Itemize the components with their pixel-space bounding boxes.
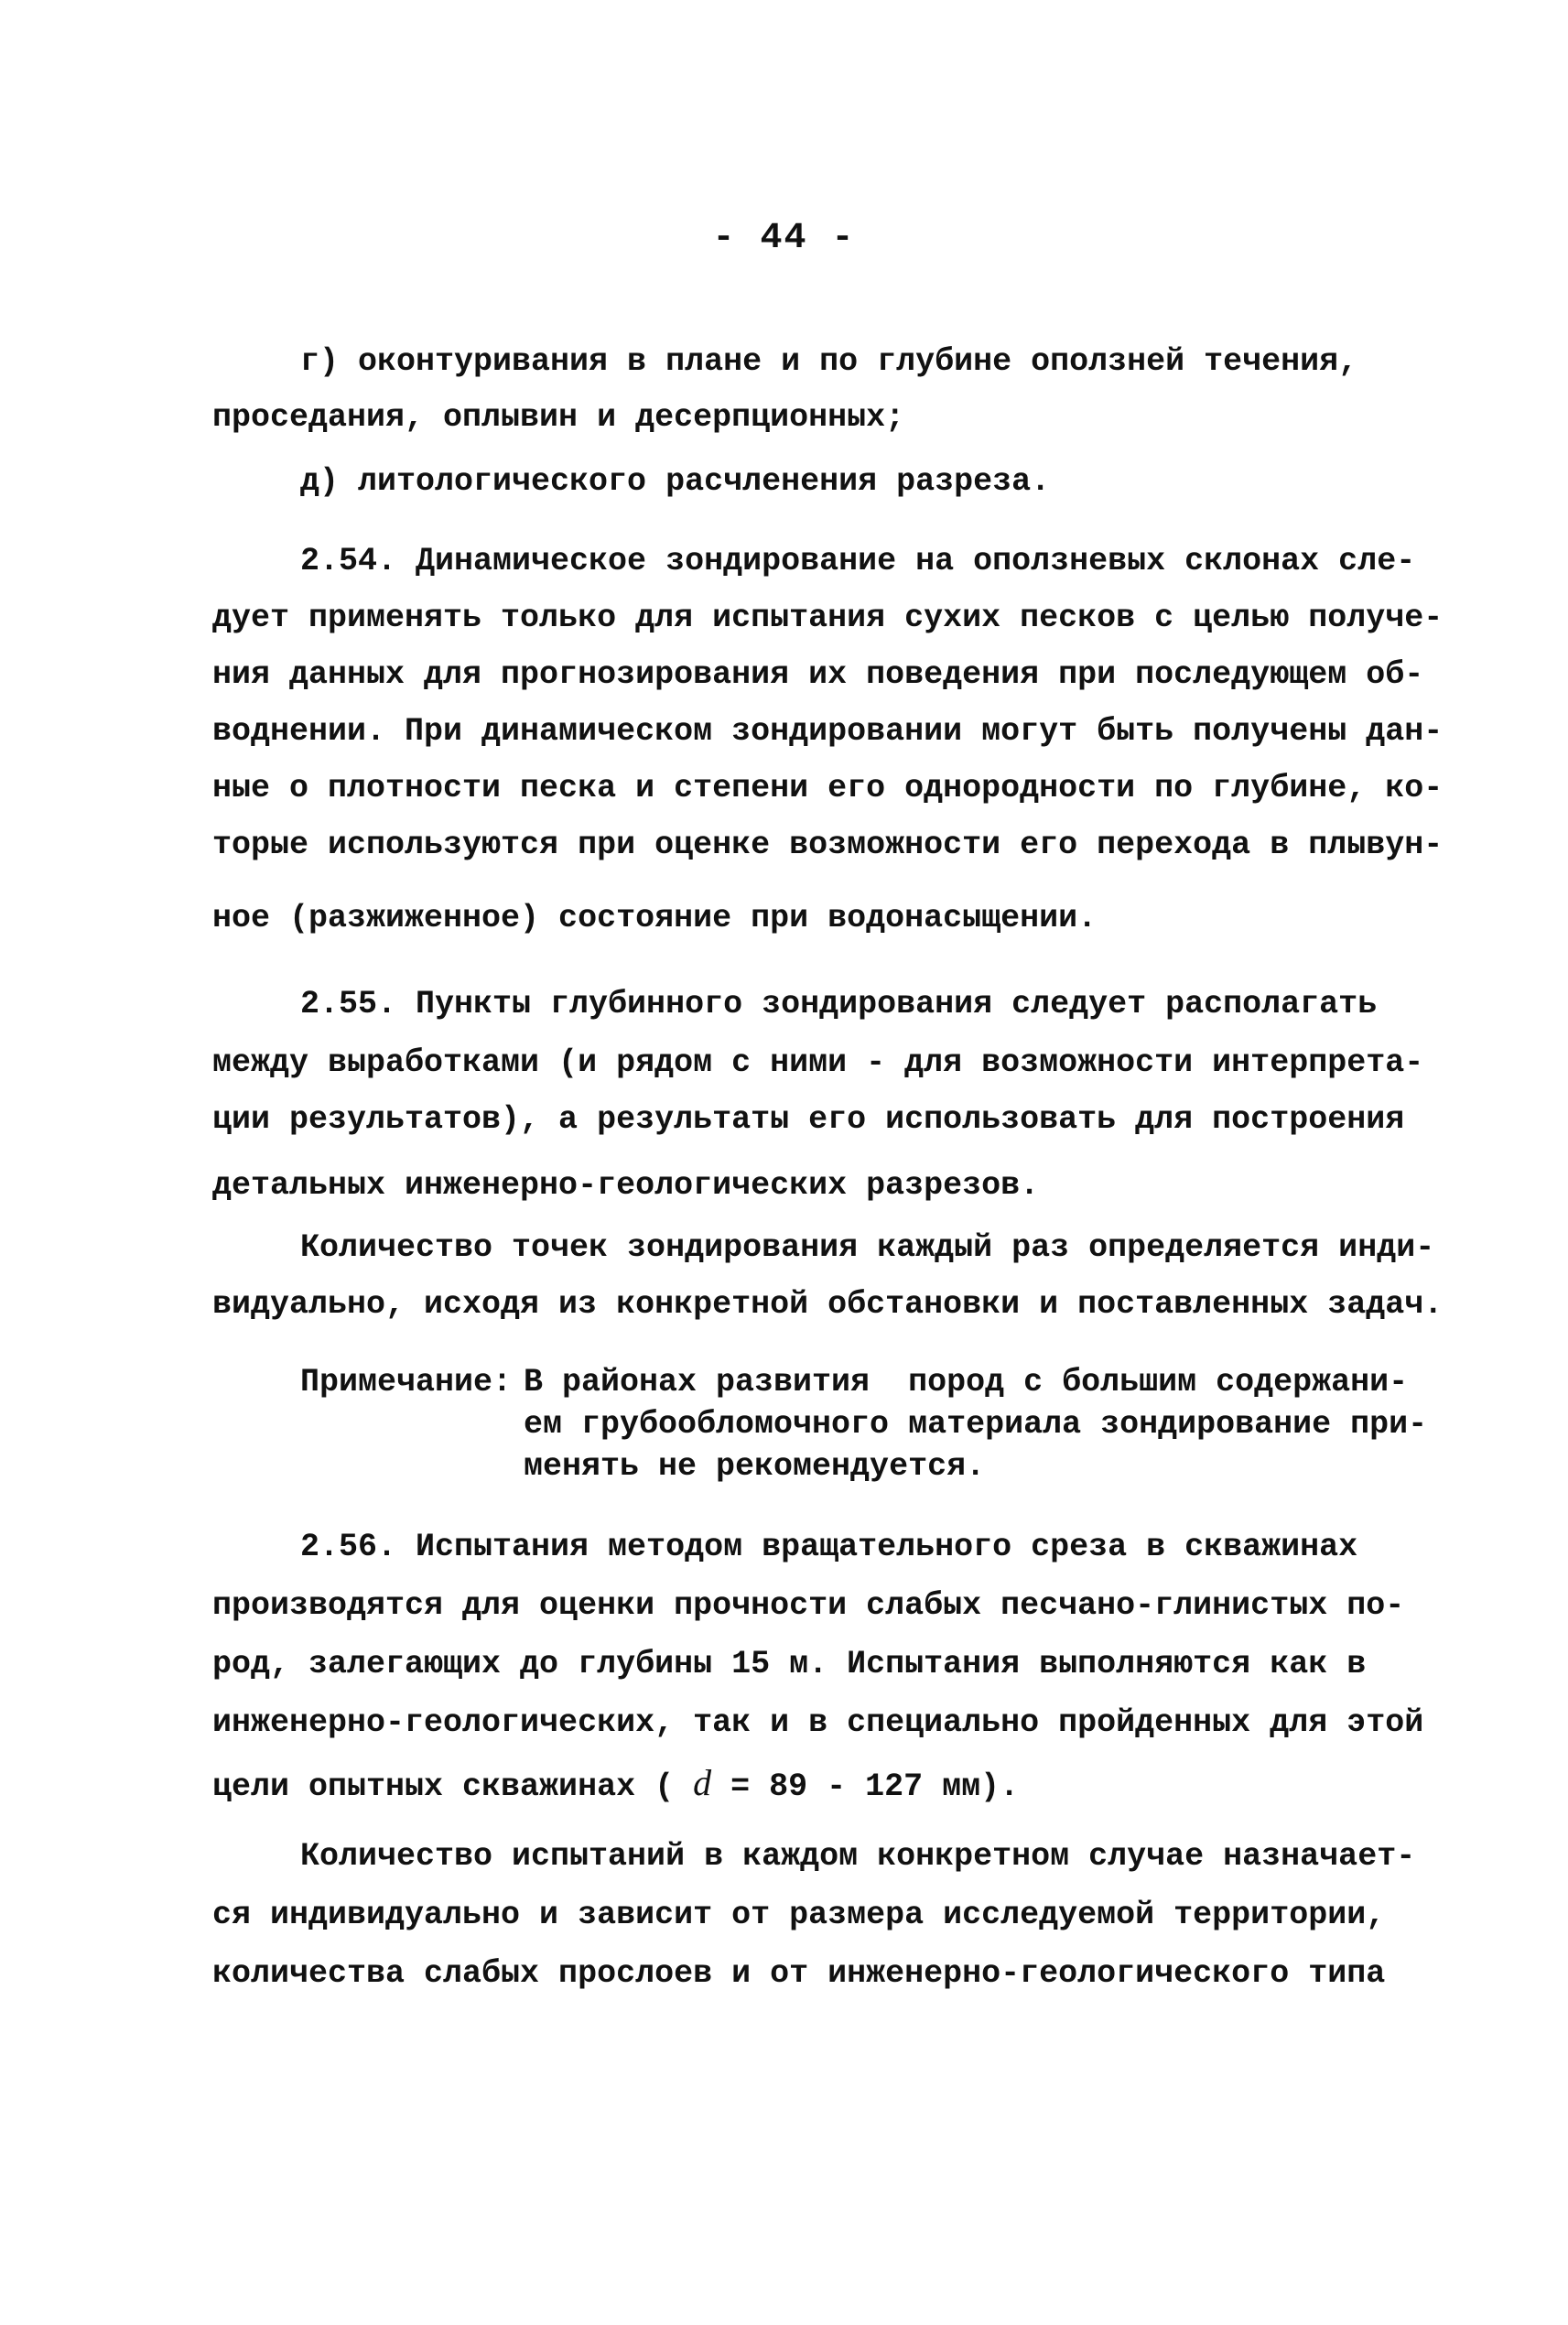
formula-before: цели опытных скважинах ( <box>212 1768 694 1805</box>
text-line: ное (разжиженное) состояние при водонасыщении. <box>212 900 1098 936</box>
paragraph-2-54: 2.54. Динамическое зондирование на оползневых склонах сле- <box>300 543 1416 579</box>
page-number: - 44 - <box>712 218 856 259</box>
note-label: Примечание: <box>300 1364 513 1400</box>
text-line: детальных инженерно-геологических разрезов. <box>212 1167 1040 1204</box>
text-line: ции результатов), а результаты его использовать для построения <box>212 1101 1405 1138</box>
text-line: торые используются при оценке возможности его перехода в плывун- <box>212 827 1444 863</box>
list-item-g: г) оконтуривания в плане и по глубине оползней течения, <box>300 343 1358 380</box>
text-line: между выработками (и рядом с ними - для возможности интерпрета- <box>212 1044 1424 1081</box>
text-line: дует применять только для испытания сухих песков с целью получе- <box>212 600 1444 636</box>
text-line: количества слабых прослоев и от инженерно-геологического типа <box>212 1955 1386 1992</box>
note-text: В районах развития пород с большим содержани- <box>524 1364 1409 1400</box>
text-line: ся индивидуально и зависит от размера исследуемой территории, <box>212 1897 1386 1933</box>
text-line: производятся для оценки прочности слабых песчано-глинистых по- <box>212 1587 1405 1624</box>
text-line: воднении. При динамическом зондировании могут быть получены дан- <box>212 713 1444 750</box>
diameter-symbol: d <box>693 1762 712 1803</box>
text-line: видуально, исходя из конкретной обстановки и поставленных задач. <box>212 1286 1444 1323</box>
text-line: ные о плотности песка и степени его однородности по глубине, ко- <box>212 770 1444 806</box>
note-text: ем грубообломочного материала зондирование при- <box>524 1406 1428 1443</box>
note-text: менять не рекомендуется. <box>524 1448 986 1485</box>
text-line: ния данных для прогнозирования их поведения при последующем об- <box>212 656 1424 693</box>
paragraph-tests-count: Количество испытаний в каждом конкретном случае назначает- <box>300 1838 1416 1875</box>
list-item-d: д) литологического расчленения разреза. <box>300 463 1051 500</box>
formula-after: = 89 - 127 мм). <box>711 1768 1020 1805</box>
text-line: род, залегающих до глубины 15 м. Испытания выполняются как в <box>212 1646 1367 1682</box>
text-line: инженерно-геологических, так и в специально пройденных для этой <box>212 1704 1424 1741</box>
formula-line <box>212 1762 1020 1805</box>
text-line: проседания, оплывин и десерпционных; <box>212 399 905 436</box>
paragraph-2-56: 2.56. Испытания методом вращательного среза в скважинах <box>300 1529 1358 1565</box>
paragraph-points-count: Количество точек зондирования каждый раз определяется инди- <box>300 1229 1435 1266</box>
paragraph-2-55: 2.55. Пункты глубинного зондирования следует располагать <box>300 986 1378 1022</box>
